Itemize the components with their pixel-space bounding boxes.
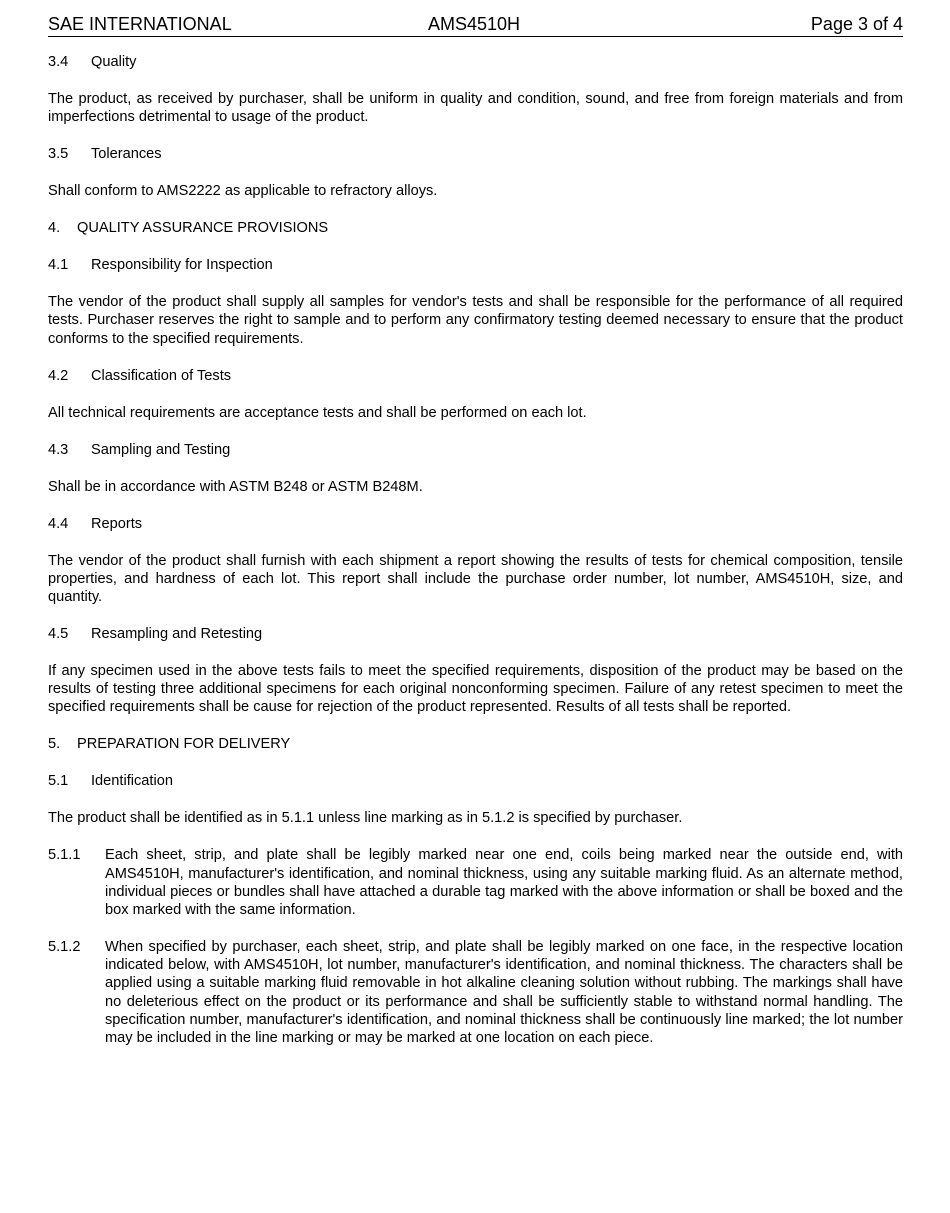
section-4-heading bbox=[48, 219, 903, 237]
section-title: PREPARATION FOR DELIVERY bbox=[77, 736, 291, 753]
section-5-1-1 bbox=[48, 846, 903, 919]
subsection-number: 5.1.2 bbox=[48, 939, 81, 956]
section-4-2-heading bbox=[48, 367, 903, 385]
section-number: 4.3 bbox=[48, 441, 69, 458]
section-number: 3.5 bbox=[48, 146, 69, 163]
section-title: QUALITY ASSURANCE PROVISIONS bbox=[77, 220, 329, 237]
section-5-1-text: The product shall be identified as in 5.1.1 unless line marking as in 5.1.2 is specified by purchaser. bbox=[48, 810, 683, 827]
section-title: Resampling and Retesting bbox=[91, 626, 263, 643]
section-number: 4.5 bbox=[48, 626, 69, 643]
header-document-id: AMS4510H bbox=[428, 14, 521, 34]
subsection-text: Each sheet, strip, and plate shall be legibly marked near one end, coils being marked near the outside end, with AMS4510H, manufacturer's identification, and nominal thickness, using any suitable marking fluid. As an alternate method, individual pieces or bundles shall have attached a durable tag marked with the above information or shall be boxed and the box marked with the same information. bbox=[105, 847, 903, 919]
section-title: Quality bbox=[91, 54, 137, 70]
section-5-1-2 bbox=[48, 938, 903, 1047]
section-title: Responsibility for Inspection bbox=[91, 257, 273, 274]
section-3-5-heading bbox=[48, 145, 903, 163]
section-number: 5. bbox=[48, 736, 61, 753]
page-header bbox=[48, 12, 903, 37]
section-5-heading bbox=[48, 735, 903, 753]
section-3-5-text: Shall conform to AMS2222 as applicable to refractory alloys. bbox=[48, 183, 438, 200]
section-4-4-text: The vendor of the product shall furnish with each shipment a report showing the results of tests for chemical composition, tensile properties, and hardness of each lot. This report shall include the purchase order number, lot number, AMS4510H, size, and quantity. bbox=[48, 552, 903, 606]
section-number: 4.2 bbox=[48, 367, 69, 384]
subsection-text: When specified by purchaser, each sheet, strip, and plate shall be legibly marked on one face, in the respective location indicated below, with AMS4510H, lot number, manufacturer's identification, and nominal thickness. The characters shall be applied using a suitable marking fluid removable in hot alkaline cleaning solution without rubbing. The markings shall have no deleterious effect on the product or its performance and shall be sufficiently stable to withstand normal handling. The specification number, manufacturer's identification, and nominal thickness shall be continuously line marked; the lot number may be included in the line marking or may be marked at one location on each piece. bbox=[105, 939, 903, 1047]
section-title: Identification bbox=[91, 773, 173, 790]
header-page-number: Page 3 of 4 bbox=[810, 14, 903, 34]
section-title: Classification of Tests bbox=[91, 367, 232, 384]
section-4-1-heading bbox=[48, 256, 903, 274]
section-4-5-heading bbox=[48, 625, 903, 643]
section-number: 4.4 bbox=[48, 515, 69, 532]
section-number: 4.1 bbox=[48, 257, 69, 274]
section-title: Tolerances bbox=[91, 146, 162, 163]
section-4-2-text: All technical requirements are acceptance tests and shall be performed on each lot. bbox=[48, 404, 587, 421]
section-number: 3.4 bbox=[48, 54, 69, 70]
section-4-1-text: The vendor of the product shall supply all samples for vendor's tests and shall be responsible for the performance of all required tests. Purchaser reserves the right to sample and to perform any confirmatory testing deemed necessary to ensure that the product conforms to the specified requirements. bbox=[48, 294, 903, 347]
document-body bbox=[48, 53, 903, 1066]
section-4-5-text: If any specimen used in the above tests fails to meet the specified requirements, disposition of the product may be based on the results of testing three additional specimens for each original nonconforming specimen. Failure of any retest specimen to meet the specified requirements shall be cause for rejection of the product represented. Results of all tests shall be reported. bbox=[48, 663, 903, 716]
header-organization: SAE INTERNATIONAL bbox=[48, 14, 232, 34]
section-title: Reports bbox=[91, 515, 143, 532]
section-4-3-text: Shall be in accordance with ASTM B248 or ASTM B248M. bbox=[48, 478, 423, 495]
section-title: Sampling and Testing bbox=[91, 441, 231, 458]
section-3-4-text: The product, as received by purchaser, shall be uniform in quality and condition, sound, and free from foreign materials and from imperfections detrimental to usage of the product. bbox=[48, 91, 903, 126]
section-5-1-heading bbox=[48, 772, 903, 790]
section-4-3-heading bbox=[48, 441, 903, 459]
section-4-4-heading bbox=[48, 515, 903, 533]
section-3-4-heading bbox=[48, 53, 903, 71]
subsection-number: 5.1.1 bbox=[48, 847, 81, 864]
section-number: 5.1 bbox=[48, 773, 69, 790]
section-number: 4. bbox=[48, 220, 61, 237]
